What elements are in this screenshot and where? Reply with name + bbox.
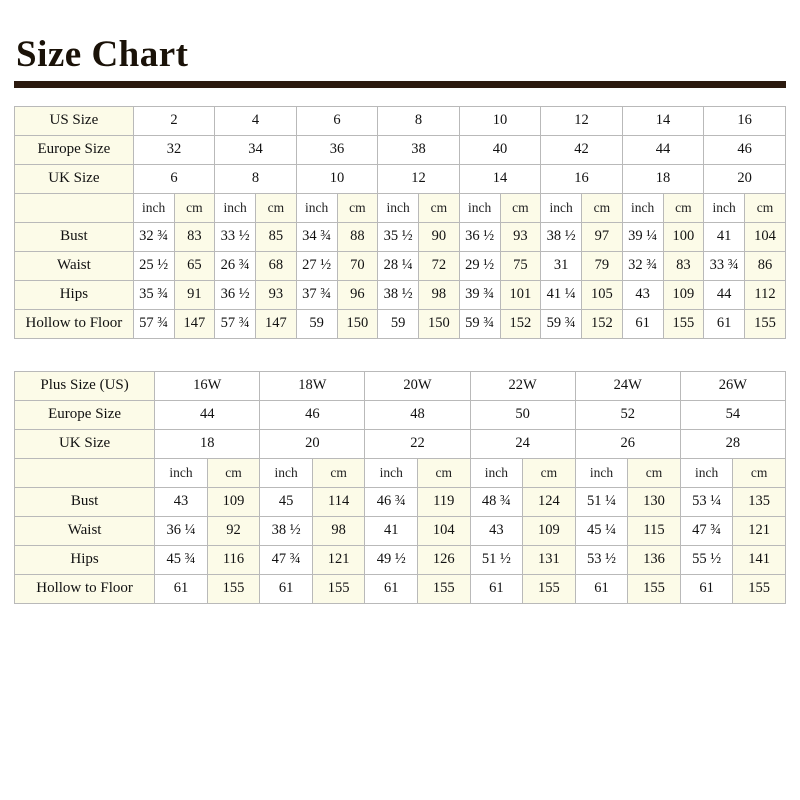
size-value-cell: 18 [622, 164, 704, 193]
table-row [15, 371, 786, 400]
measurement-cell: 147 [256, 309, 297, 338]
measurement-cell: 88 [337, 222, 378, 251]
measurement-cell: 101 [500, 280, 541, 309]
measurement-cell: 155 [417, 574, 470, 603]
measurement-cell: 26 ¾ [215, 251, 256, 280]
unit-row [15, 458, 786, 487]
measurement-cell: 75 [500, 251, 541, 280]
measurement-cell: 61 [575, 574, 628, 603]
unit-cell: inch [215, 193, 256, 222]
measurement-cell: 98 [312, 516, 365, 545]
measurement-cell: 38 ½ [378, 280, 419, 309]
standard-size-table [14, 106, 786, 339]
measurement-cell: 49 ½ [365, 545, 418, 574]
table-row [15, 251, 786, 280]
measurement-cell: 105 [582, 280, 623, 309]
measurement-cell: 48 ¾ [470, 487, 523, 516]
measurement-cell: 155 [207, 574, 260, 603]
size-value-cell: 16 [541, 164, 623, 193]
measurement-cell: 51 ¼ [575, 487, 628, 516]
measurement-cell: 39 ¼ [622, 222, 663, 251]
unit-cell: cm [582, 193, 623, 222]
unit-cell: cm [312, 458, 365, 487]
measurement-cell: 35 ¾ [133, 280, 174, 309]
row-header-uk_size: UK Size [15, 429, 155, 458]
row-header-measurement: Hips [15, 280, 134, 309]
measurement-cell: 43 [155, 487, 208, 516]
size-value-cell: 22 [365, 429, 470, 458]
unit-cell: inch [622, 193, 663, 222]
row-header-units [15, 458, 155, 487]
row-header-measurement: Waist [15, 516, 155, 545]
row-header-measurement: Hollow to Floor [15, 309, 134, 338]
size-value-cell: 8 [215, 164, 297, 193]
size-value-cell: 44 [155, 400, 260, 429]
row-header-europe_size: Europe Size [15, 135, 134, 164]
size-value-cell: 24 [470, 429, 575, 458]
measurement-cell: 45 [260, 487, 313, 516]
measurement-cell: 61 [260, 574, 313, 603]
measurement-cell: 57 ¾ [133, 309, 174, 338]
size-value-cell: 40 [459, 135, 541, 164]
size-value-cell: 34 [215, 135, 297, 164]
measurement-cell: 47 ¾ [260, 545, 313, 574]
unit-cell: cm [256, 193, 297, 222]
table-row [15, 309, 786, 338]
measurement-cell: 53 ½ [575, 545, 628, 574]
size-value-cell: 10 [296, 164, 378, 193]
measurement-cell: 141 [733, 545, 786, 574]
unit-cell: inch [378, 193, 419, 222]
measurement-cell: 135 [733, 487, 786, 516]
measurement-cell: 51 ½ [470, 545, 523, 574]
measurement-cell: 131 [523, 545, 576, 574]
measurement-cell: 136 [628, 545, 681, 574]
size-value-cell: 42 [541, 135, 623, 164]
unit-cell: inch [704, 193, 745, 222]
unit-cell: inch [575, 458, 628, 487]
row-header-measurement: Bust [15, 487, 155, 516]
measurement-cell: 85 [256, 222, 297, 251]
measurement-cell: 124 [523, 487, 576, 516]
size-value-cell: 24W [575, 371, 680, 400]
unit-cell: cm [628, 458, 681, 487]
unit-cell: inch [459, 193, 500, 222]
unit-cell: cm [663, 193, 704, 222]
section-gap [14, 339, 786, 369]
measurement-cell: 25 ½ [133, 251, 174, 280]
size-value-cell: 20W [365, 371, 470, 400]
measurement-cell: 155 [628, 574, 681, 603]
measurement-cell: 109 [523, 516, 576, 545]
measurement-cell: 61 [365, 574, 418, 603]
size-value-cell: 28 [680, 429, 785, 458]
size-value-cell: 16W [155, 371, 260, 400]
measurement-cell: 152 [500, 309, 541, 338]
size-value-cell: 26 [575, 429, 680, 458]
measurement-cell: 155 [663, 309, 704, 338]
measurement-cell: 104 [417, 516, 470, 545]
measurement-cell: 116 [207, 545, 260, 574]
measurement-cell: 126 [417, 545, 470, 574]
measurement-cell: 130 [628, 487, 681, 516]
table-row [15, 574, 786, 603]
measurement-cell: 109 [207, 487, 260, 516]
unit-row [15, 193, 786, 222]
measurement-cell: 59 ¾ [459, 309, 500, 338]
size-value-cell: 20 [704, 164, 786, 193]
unit-cell: inch [155, 458, 208, 487]
unit-cell: cm [337, 193, 378, 222]
unit-cell: cm [207, 458, 260, 487]
table-row [15, 545, 786, 574]
measurement-cell: 38 ½ [260, 516, 313, 545]
measurement-cell: 61 [680, 574, 733, 603]
size-value-cell: 48 [365, 400, 470, 429]
size-value-cell: 54 [680, 400, 785, 429]
unit-cell: cm [523, 458, 576, 487]
size-value-cell: 6 [296, 106, 378, 135]
measurement-cell: 70 [337, 251, 378, 280]
measurement-cell: 33 ¾ [704, 251, 745, 280]
measurement-cell: 45 ¾ [155, 545, 208, 574]
size-value-cell: 44 [622, 135, 704, 164]
measurement-cell: 100 [663, 222, 704, 251]
size-value-cell: 6 [133, 164, 215, 193]
measurement-cell: 46 ¾ [365, 487, 418, 516]
measurement-cell: 90 [419, 222, 460, 251]
size-value-cell: 36 [296, 135, 378, 164]
unit-cell: cm [745, 193, 786, 222]
measurement-cell: 36 ½ [459, 222, 500, 251]
size-value-cell: 26W [680, 371, 785, 400]
measurement-cell: 59 ¾ [541, 309, 582, 338]
measurement-cell: 104 [745, 222, 786, 251]
size-value-cell: 12 [378, 164, 460, 193]
measurement-cell: 43 [622, 280, 663, 309]
size-value-cell: 18 [155, 429, 260, 458]
row-header-units [15, 193, 134, 222]
size-value-cell: 52 [575, 400, 680, 429]
measurement-cell: 83 [663, 251, 704, 280]
unit-cell: inch [541, 193, 582, 222]
measurement-cell: 36 ½ [215, 280, 256, 309]
size-value-cell: 10 [459, 106, 541, 135]
measurement-cell: 155 [745, 309, 786, 338]
measurement-cell: 35 ½ [378, 222, 419, 251]
measurement-cell: 36 ¼ [155, 516, 208, 545]
measurement-cell: 39 ¾ [459, 280, 500, 309]
title-divider [14, 81, 786, 88]
measurement-cell: 61 [470, 574, 523, 603]
measurement-cell: 155 [733, 574, 786, 603]
measurement-cell: 93 [256, 280, 297, 309]
size-value-cell: 18W [260, 371, 365, 400]
measurement-cell: 61 [704, 309, 745, 338]
measurement-cell: 38 ½ [541, 222, 582, 251]
measurement-cell: 61 [622, 309, 663, 338]
measurement-cell: 112 [745, 280, 786, 309]
measurement-cell: 114 [312, 487, 365, 516]
row-header-measurement: Hips [15, 545, 155, 574]
measurement-cell: 155 [312, 574, 365, 603]
table-row [15, 280, 786, 309]
measurement-cell: 34 ¾ [296, 222, 337, 251]
measurement-cell: 27 ½ [296, 251, 337, 280]
measurement-cell: 83 [174, 222, 215, 251]
size-value-cell: 4 [215, 106, 297, 135]
measurement-cell: 72 [419, 251, 460, 280]
row-header-measurement: Bust [15, 222, 134, 251]
measurement-cell: 37 ¾ [296, 280, 337, 309]
measurement-cell: 96 [337, 280, 378, 309]
size-value-cell: 2 [133, 106, 215, 135]
size-value-cell: 14 [459, 164, 541, 193]
measurement-cell: 32 ¾ [622, 251, 663, 280]
measurement-cell: 41 [365, 516, 418, 545]
measurement-cell: 109 [663, 280, 704, 309]
measurement-cell: 29 ½ [459, 251, 500, 280]
measurement-cell: 68 [256, 251, 297, 280]
measurement-cell: 121 [312, 545, 365, 574]
measurement-cell: 147 [174, 309, 215, 338]
unit-cell: inch [296, 193, 337, 222]
measurement-cell: 121 [733, 516, 786, 545]
measurement-cell: 44 [704, 280, 745, 309]
measurement-cell: 152 [582, 309, 623, 338]
unit-cell: cm [174, 193, 215, 222]
plus-size-table [14, 371, 786, 604]
measurement-cell: 115 [628, 516, 681, 545]
measurement-cell: 150 [337, 309, 378, 338]
unit-cell: cm [419, 193, 460, 222]
row-header-measurement: Hollow to Floor [15, 574, 155, 603]
measurement-cell: 31 [541, 251, 582, 280]
measurement-cell: 41 ¼ [541, 280, 582, 309]
measurement-cell: 79 [582, 251, 623, 280]
unit-cell: inch [260, 458, 313, 487]
table-row [15, 135, 786, 164]
measurement-cell: 45 ¼ [575, 516, 628, 545]
row-header-size: US Size [15, 106, 134, 135]
unit-cell: inch [133, 193, 174, 222]
unit-cell: cm [417, 458, 470, 487]
measurement-cell: 86 [745, 251, 786, 280]
table-row [15, 429, 786, 458]
size-value-cell: 46 [260, 400, 365, 429]
row-header-europe_size: Europe Size [15, 400, 155, 429]
measurement-cell: 155 [523, 574, 576, 603]
measurement-cell: 119 [417, 487, 470, 516]
measurement-cell: 43 [470, 516, 523, 545]
table-row [15, 487, 786, 516]
unit-cell: inch [680, 458, 733, 487]
measurement-cell: 28 ¼ [378, 251, 419, 280]
measurement-cell: 55 ½ [680, 545, 733, 574]
measurement-cell: 47 ¾ [680, 516, 733, 545]
table-row [15, 516, 786, 545]
measurement-cell: 93 [500, 222, 541, 251]
measurement-cell: 32 ¾ [133, 222, 174, 251]
unit-cell: cm [500, 193, 541, 222]
measurement-cell: 53 ¼ [680, 487, 733, 516]
table-row [15, 400, 786, 429]
row-header-uk_size: UK Size [15, 164, 134, 193]
table-row [15, 164, 786, 193]
unit-cell: inch [470, 458, 523, 487]
size-value-cell: 32 [133, 135, 215, 164]
measurement-cell: 57 ¾ [215, 309, 256, 338]
measurement-cell: 91 [174, 280, 215, 309]
unit-cell: inch [365, 458, 418, 487]
size-value-cell: 50 [470, 400, 575, 429]
size-value-cell: 38 [378, 135, 460, 164]
size-value-cell: 8 [378, 106, 460, 135]
measurement-cell: 97 [582, 222, 623, 251]
size-value-cell: 22W [470, 371, 575, 400]
measurement-cell: 59 [296, 309, 337, 338]
row-header-size: Plus Size (US) [15, 371, 155, 400]
size-value-cell: 12 [541, 106, 623, 135]
table-row [15, 106, 786, 135]
table-row [15, 222, 786, 251]
size-value-cell: 20 [260, 429, 365, 458]
size-value-cell: 16 [704, 106, 786, 135]
size-value-cell: 46 [704, 135, 786, 164]
measurement-cell: 61 [155, 574, 208, 603]
row-header-measurement: Waist [15, 251, 134, 280]
measurement-cell: 150 [419, 309, 460, 338]
measurement-cell: 33 ½ [215, 222, 256, 251]
measurement-cell: 41 [704, 222, 745, 251]
measurement-cell: 65 [174, 251, 215, 280]
measurement-cell: 92 [207, 516, 260, 545]
unit-cell: cm [733, 458, 786, 487]
measurement-cell: 98 [419, 280, 460, 309]
page-title: Size Chart [16, 34, 189, 75]
size-value-cell: 14 [622, 106, 704, 135]
measurement-cell: 59 [378, 309, 419, 338]
